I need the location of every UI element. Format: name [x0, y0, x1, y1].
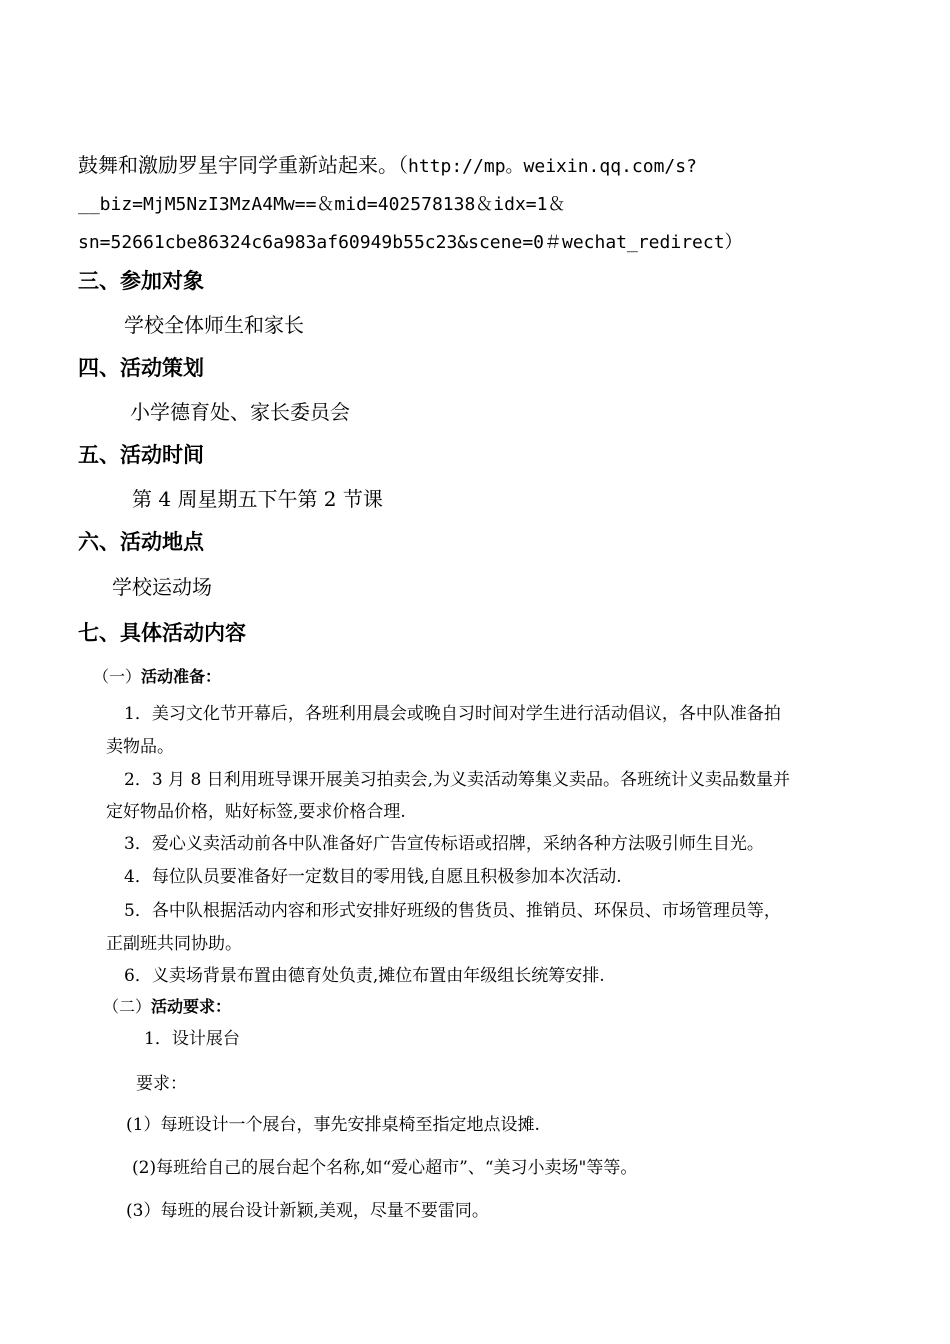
- subheading-requirements-number: （二）: [103, 997, 152, 1016]
- prep-item-5-line-1: 5．各中队根据活动内容和形式安排好班级的售货员、推销员、环保员、市场管理员等，: [124, 901, 781, 921]
- section-body-time: 第 4 周星期五下午第 2 节课: [132, 487, 383, 511]
- section-heading-planning: 四、活动策划: [78, 356, 204, 380]
- prep-item-5-line-2: 正副班共同协助。: [106, 934, 242, 954]
- section-heading-participants: 三、参加对象: [78, 269, 204, 293]
- req-design-booth: 1．设计展台: [144, 1029, 240, 1049]
- subheading-preparation: [93, 664, 221, 687]
- intro-line-1: [78, 149, 697, 178]
- prep-item-4: 4．每位队员要准备好一定数目的零用钱,自愿且积极参加本次活动.: [124, 867, 622, 887]
- intro-url-start: http://mp。weixin.qq.com/s?: [408, 156, 697, 177]
- prep-item-2-line-2: 定好物品价格，贴好标签,要求价格合理.: [106, 802, 406, 822]
- req-item-2: (2)每班给自己的展台起个名称,如“爱心超市”、“美习小卖场"等等。: [132, 1158, 638, 1178]
- prep-item-2-line-1: 2．3 月 8 日利用班导课开展美习拍卖会,为义卖活动筹集义卖品。各班统计义卖品数量并: [124, 770, 791, 790]
- section-heading-time: 五、活动时间: [78, 443, 204, 467]
- section-body-planning: 小学德育处、家长委员会: [130, 400, 350, 424]
- section-heading-content: 七、具体活动内容: [78, 621, 246, 645]
- section-body-location: 学校运动场: [112, 575, 212, 599]
- prep-item-3: 3．爱心义卖活动前各中队准备好广告宣传标语或招牌，采纳各种方法吸引师生目光。: [124, 834, 764, 854]
- section-body-participants: 学校全体师生和家长: [124, 313, 304, 337]
- prep-item-1-line-1: 1．美习文化节开幕后，各班利用晨会或晚自习时间对学生进行活动倡议，各中队准备拍: [124, 704, 781, 724]
- req-item-1: (1）每班设计一个展台，事先安排桌椅至指定地点设摊.: [126, 1115, 540, 1135]
- prep-item-6: 6．义卖场背景布置由德育处负责,摊位布置由年级组长统筹安排.: [124, 966, 605, 986]
- intro-text: 鼓舞和激励罗星宇同学重新站起来。（: [78, 153, 408, 177]
- subheading-requirements: [103, 994, 231, 1017]
- req-item-3: (3）每班的展台设计新颖,美观，尽量不要雷同。: [126, 1201, 489, 1221]
- subheading-preparation-number: （一）: [93, 667, 142, 686]
- section-heading-location: 六、活动地点: [78, 530, 204, 554]
- subheading-requirements-text: 活动要求：: [151, 997, 232, 1016]
- req-demand-label: 要求：: [136, 1074, 187, 1094]
- intro-url-line-3: sn=52661cbe86324c6a983af60949b55c23&scene=0＃wechat_redirect）: [78, 232, 743, 253]
- prep-item-1-line-2: 卖物品。: [106, 737, 174, 757]
- intro-url-line-2: __biz=MjM5NzI3MzA4Mw==＆mid=402578138＆idx=1＆: [78, 194, 566, 215]
- subheading-preparation-text: 活动准备：: [141, 667, 222, 686]
